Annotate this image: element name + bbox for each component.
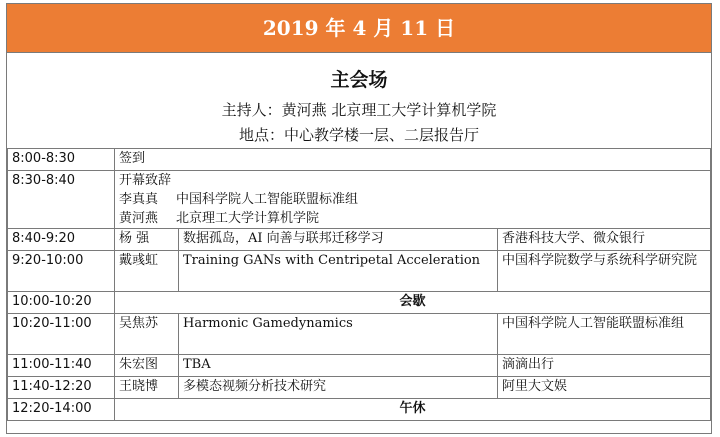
schedule-table — [7, 148, 711, 421]
org-cell: 中国科学院人工智能联盟标准组 — [498, 314, 711, 355]
schedule-row — [8, 251, 711, 292]
time-cell: 12:20-14:00 — [8, 399, 115, 421]
speaker-name: 李真真 — [119, 192, 159, 207]
opening-cell — [115, 171, 711, 229]
location-line: 地点：中心教学楼一层、二层报告厅 — [238, 126, 479, 144]
host-line: 主持人：黄河燕 北京理工大学计算机学院 — [221, 101, 497, 119]
topic-cell: 数据孤岛，AI 向善与联邦迁移学习 — [179, 229, 498, 251]
org-cell: 滴滴出行 — [498, 355, 711, 377]
org-cell: 中国科学院数学与系统科学研究院 — [498, 251, 711, 292]
time-cell: 11:00-11:40 — [8, 355, 115, 377]
topic-cell: Harmonic Gamedynamics — [179, 314, 498, 355]
speaker-cell: 王晓博 — [115, 377, 179, 399]
topic-cell: 多模态视频分析技术研究 — [179, 377, 498, 399]
activity-cell: 签到 — [115, 149, 711, 171]
schedule-row — [8, 171, 711, 229]
topic-cell: TBA — [179, 355, 498, 377]
speaker-cell: 戴彧虹 — [115, 251, 179, 292]
time-cell: 11:40-12:20 — [8, 377, 115, 399]
schedule-row — [8, 292, 711, 314]
time-cell: 8:40-9:20 — [8, 229, 115, 251]
time-cell: 8:00-8:30 — [8, 149, 115, 171]
venue-title: 主会场 — [330, 69, 388, 91]
topic-cell: Training GANs with Centripetal Acceleration — [179, 251, 498, 292]
schedule-row — [8, 377, 711, 399]
date-banner: 2019 年 4 月 11 日 — [7, 4, 711, 53]
schedule-row — [8, 229, 711, 251]
schedule-row — [8, 399, 711, 421]
speaker-cell: 吴焦苏 — [115, 314, 179, 355]
org-cell: 香港科技大学、微众银行 — [498, 229, 711, 251]
break-cell: 会歇 — [115, 292, 711, 314]
time-cell: 9:20-10:00 — [8, 251, 115, 292]
speaker-cell: 杨 强 — [115, 229, 179, 251]
speaker-cell: 朱宏图 — [115, 355, 179, 377]
schedule-row — [8, 314, 711, 355]
break-cell: 午休 — [115, 399, 711, 421]
venue-header — [7, 53, 711, 148]
opening-speaker — [119, 190, 706, 209]
org-cell: 阿里大文娱 — [498, 377, 711, 399]
time-cell: 8:30-8:40 — [8, 171, 115, 229]
opening-speaker — [119, 209, 706, 228]
opening-title: 开幕致辞 — [119, 173, 172, 188]
schedule-row — [8, 355, 711, 377]
speaker-org: 中国科学院人工智能联盟标准组 — [176, 192, 359, 207]
time-cell: 10:20-11:00 — [8, 314, 115, 355]
speaker-org: 北京理工大学计算机学院 — [176, 211, 320, 226]
schedule-row — [8, 149, 711, 171]
time-cell: 10:00-10:20 — [8, 292, 115, 314]
schedule-frame — [6, 3, 712, 434]
speaker-name: 黄河燕 — [119, 211, 159, 226]
